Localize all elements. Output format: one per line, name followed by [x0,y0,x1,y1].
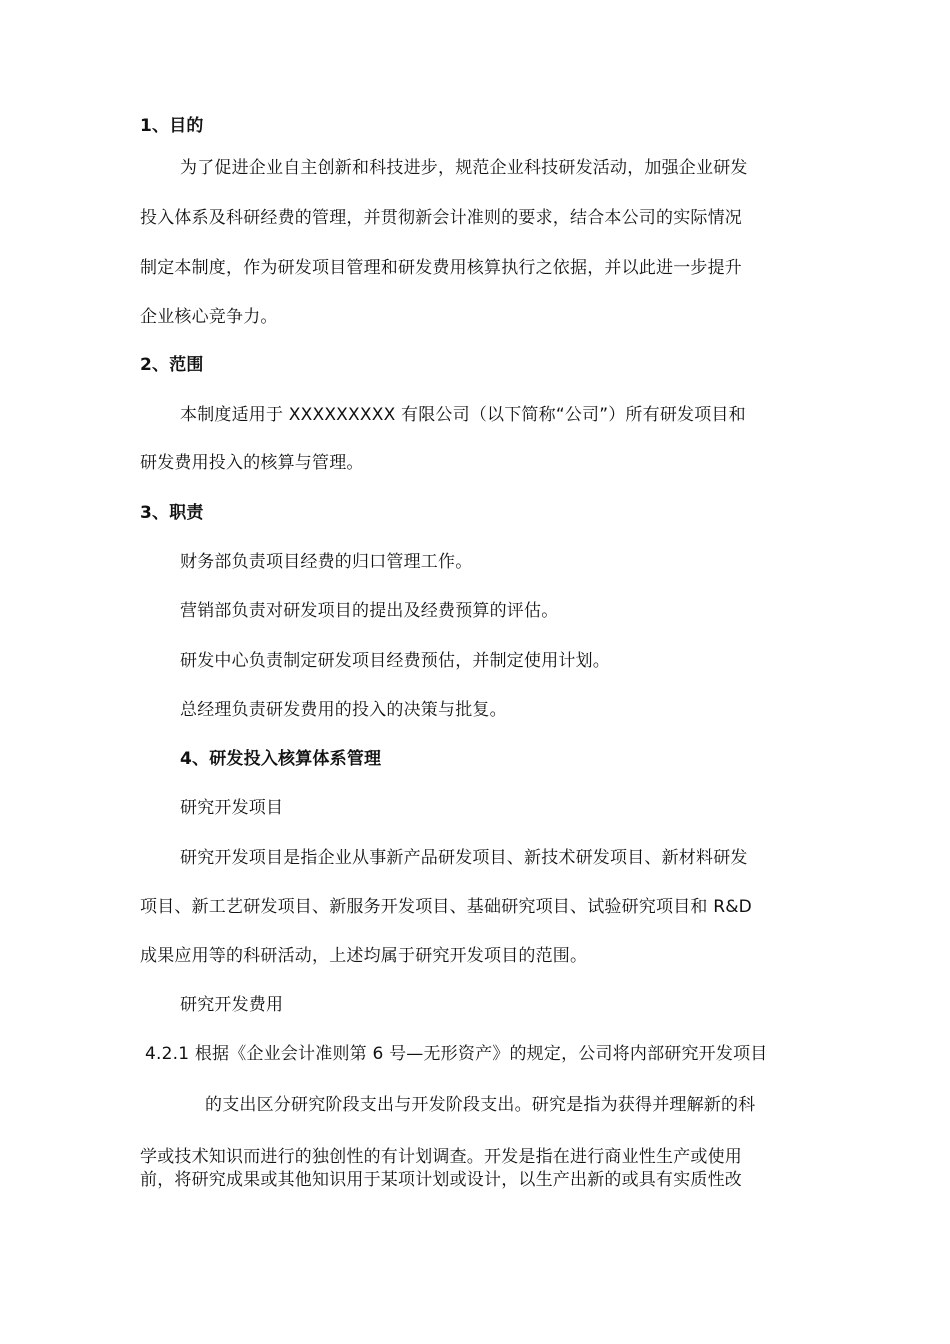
section-4-paragraph-2-line-3: 学或技术知识而进行的独创性的有计划调查。开发是指在进行商业性生产或使用 [140,1147,742,1167]
section-2-paragraph-line-1: 本制度适用于 XXXXXXXXX 有限公司（以下简称“公司”）所有研发项目和 [180,405,746,425]
section-1-heading: 1、目的 [140,116,204,136]
section-4-paragraph-1-line-3: 成果应用等的科研活动，上述均属于研究开发项目的范围。 [140,946,588,966]
section-1-paragraph-line-4: 企业核心竞争力。 [140,307,278,327]
section-3-item-3: 研发中心负责制定研发项目经费预估，并制定使用计划。 [180,651,610,671]
section-4-paragraph-2-line-4: 前，将研究成果或其他知识用于某项计划或设计，以生产出新的或具有实质性改 [140,1170,742,1190]
section-3-heading: 3、职责 [140,503,204,523]
section-1-paragraph-line-1: 为了促进企业自主创新和科技进步，规范企业科技研发活动，加强企业研发 [180,158,748,178]
section-4-subheading-2: 研究开发费用 [180,995,284,1015]
section-4-heading: 4、研发投入核算体系管理 [180,749,382,769]
section-3-item-4: 总经理负责研发费用的投入的决策与批复。 [180,700,507,720]
section-4-paragraph-1-line-2: 项目、新工艺研发项目、新服务开发项目、基础研究项目、试验研究项目和 R&D [140,897,752,917]
section-1-paragraph-line-3: 制定本制度，作为研发项目管理和研发费用核算执行之依据，并以此进一步提升 [140,258,742,278]
section-4-subheading-1: 研究开发项目 [180,798,284,818]
section-3-item-2: 营销部负责对研发项目的提出及经费预算的评估。 [180,601,559,621]
section-1-paragraph-line-2: 投入体系及科研经费的管理，并贯彻新会计准则的要求，结合本公司的实际情况 [140,208,742,228]
section-2-heading: 2、范围 [140,355,204,375]
section-2-paragraph-line-2: 研发费用投入的核算与管理。 [140,453,364,473]
section-4-paragraph-2-line-2: 的支出区分研究阶段支出与开发阶段支出。研究是指为获得并理解新的科 [205,1095,756,1115]
section-4-paragraph-1-line-1: 研究开发项目是指企业从事新产品研发项目、新技术研发项目、新材料研发 [180,848,748,868]
section-4-paragraph-2-line-1: 4.2.1 根据《企业会计准则第 6 号—无形资产》的规定，公司将内部研究开发项目 [145,1044,768,1064]
section-3-item-1: 财务部负责项目经费的归口管理工作。 [180,552,473,572]
